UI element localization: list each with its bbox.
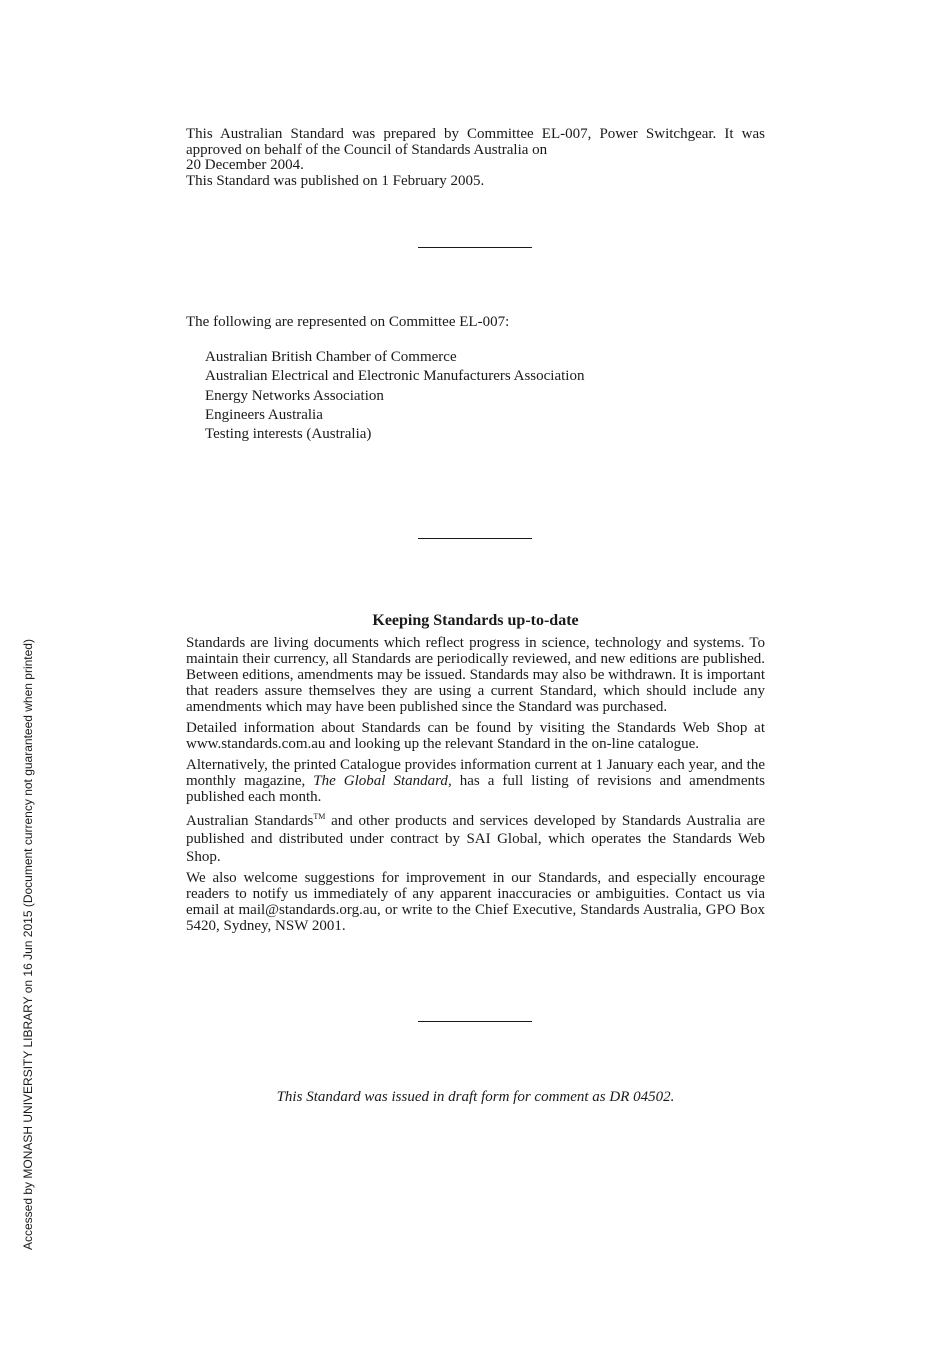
publication-date-line: This Standard was published on 1 February 2005. bbox=[186, 173, 485, 189]
sai-text-a: Australian Standards bbox=[186, 813, 314, 829]
committee-member: Testing interests (Australia) bbox=[205, 426, 372, 443]
paragraph-web-shop: Detailed information about Standards can be found by visiting the Standards Web Shop at www.standards.com.au and looking up the relevant Standard in the on-line catalogue. bbox=[186, 720, 765, 752]
committee-member: Energy Networks Association bbox=[205, 387, 384, 404]
access-stamp: Accessed by MONASH UNIVERSITY LIBRARY on 16 Jun 2015 (Document currency not guaranteed when printed) bbox=[21, 639, 35, 1250]
section-divider-1 bbox=[418, 247, 532, 248]
trademark-mark: TM bbox=[313, 812, 326, 821]
preparation-line-2: 20 December 2004. bbox=[186, 157, 304, 173]
draft-form-note: This Standard was issued in draft form for comment as DR 04502. bbox=[276, 1089, 675, 1105]
preparation-line-1: This Australian Standard was prepared by Committee EL-007, Power Switchgear. It was approved on behalf of the Council of Standards Australia on bbox=[186, 126, 765, 158]
global-standard-title: The Global Standard bbox=[313, 773, 448, 789]
keeping-standards-heading: Keeping Standards up-to-date bbox=[372, 612, 579, 629]
committee-intro: The following are represented on Committee EL-007: bbox=[186, 314, 510, 330]
paragraph-living-documents: Standards are living documents which reflect progress in science, technology and systems. To maintain their currency, all Standards are periodically reviewed, and new editions are published. Between editions, amendments may be issued. Standards may also be withdrawn. It is important that readers assure themselves they are using a current Standard, which should include any amendments which may have been published since the Standard was purchased. bbox=[186, 635, 765, 715]
section-divider-2 bbox=[418, 538, 532, 539]
committee-member: Australian British Chamber of Commerce bbox=[205, 349, 457, 365]
committee-member-list bbox=[205, 348, 584, 444]
section-divider-3 bbox=[418, 1021, 532, 1022]
sai-text-b: and other products and services developed by Standards Australia are published and distributed under contract by SAI Global, which operates the Standards Web Shop. bbox=[186, 813, 766, 865]
keeping-standards-body bbox=[186, 635, 765, 934]
paragraph-suggestions: We also welcome suggestions for improvement in our Standards, and especially encourage readers to notify us immediately of any apparent inaccuracies or ambiguities. Contact us via email at mail@standards.org.au, or write to the Chief Executive, Standards Australia, GPO Box 5420, Sydney, NSW 2001. bbox=[186, 870, 765, 934]
catalogue-text-a: Alternatively, the printed Catalogue provides information current at 1 January each year, and the monthly magazine, bbox=[186, 757, 765, 789]
preparation-statement bbox=[186, 126, 765, 189]
paragraph-catalogue bbox=[186, 757, 765, 805]
committee-member: Australian Electrical and Electronic Manufacturers Association bbox=[205, 368, 585, 385]
paragraph-sai-global bbox=[186, 812, 765, 866]
committee-member: Engineers Australia bbox=[205, 406, 323, 423]
catalogue-text-b: , has a full listing of revisions and amendments published each month. bbox=[186, 773, 765, 805]
